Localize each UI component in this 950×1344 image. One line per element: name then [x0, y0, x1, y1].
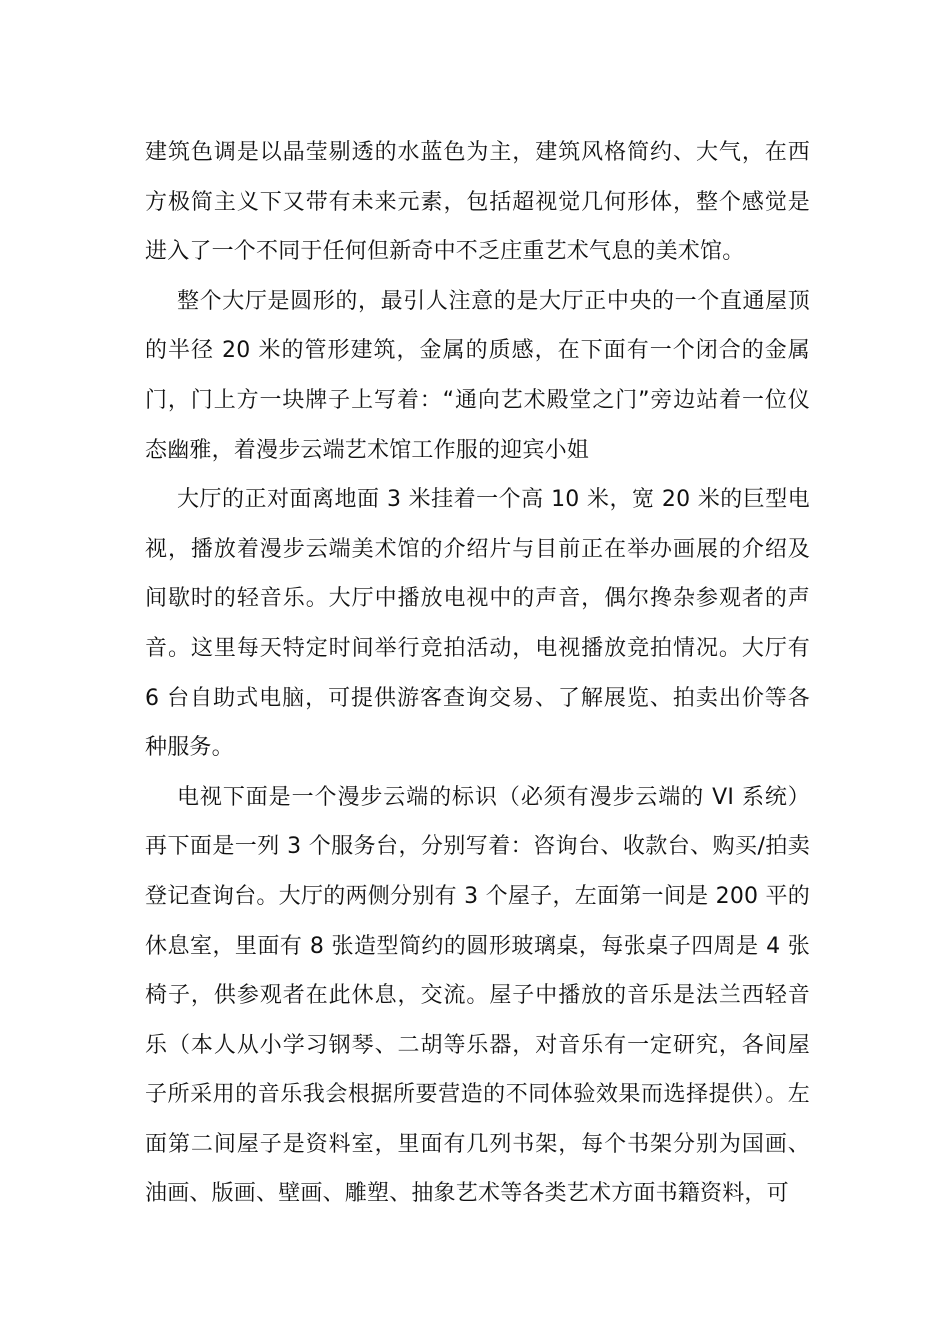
document-body	[145, 128, 810, 1219]
paragraph-building-color: 建筑色调是以晶莹剔透的水蓝色为主，建筑风格简约、大气，在西方极简主义下又带有未来元素，包括超视觉几何形体，整个感觉是进入了一个不同于任何但新奇中不乏庄重艺术气息的美术馆。	[145, 140, 810, 265]
paragraph-hall-description: 整个大厅是圆形的，最引人注意的是大厅正中央的一个直通屋顶的半径 20 米的管形建筑，金属的质感，在下面有一个闭合的金属门，门上方一块牌子上写着：“通向艺术殿堂之门”旁边站着一位仪态幽雅，着漫步云端艺术馆工作服的迎宾小姐	[145, 288, 810, 463]
paragraph-giant-tv: 大厅的正对面离地面 3 米挂着一个高 10 米，宽 20 米的巨型电视，播放着漫步云端美术馆的介绍片与目前正在举办画展的介绍及间歇时的轻音乐。大厅中播放电视中的声音，偶尔搀杂参观者的声音。这里每天特定时间举行竞拍活动，电视播放竞拍情况。大厅有 6 台自助式电脑，可提供游客查询交易、了解展览、拍卖出价等各种服务。	[145, 487, 810, 761]
paragraph-service-desks: 电视下面是一个漫步云端的标识（必须有漫步云端的 VI 系统）再下面是一列 3 个服务台，分别写着：咨询台、收款台、购买/拍卖登记查询台。大厅的两侧分别有 3 个屋子，左面第一间是 200 平的休息室，里面有 8 张造型简约的圆形玻璃桌，每张桌子四周是 4 张椅子，供参观者在此休息，交流。屋子中播放的音乐是法兰西轻音乐（本人从小学习钢琴、二胡等乐器，对音乐有一定研究，各间屋子所采用的音乐我会根据所要营造的不同体验效果而选择提供）。左面第二间屋子是资料室，里面有几列书架，每个书架分别为国画、油画、版画、壁画、雕塑、抽象艺术等各类艺术方面书籍资料，可	[145, 784, 810, 1207]
